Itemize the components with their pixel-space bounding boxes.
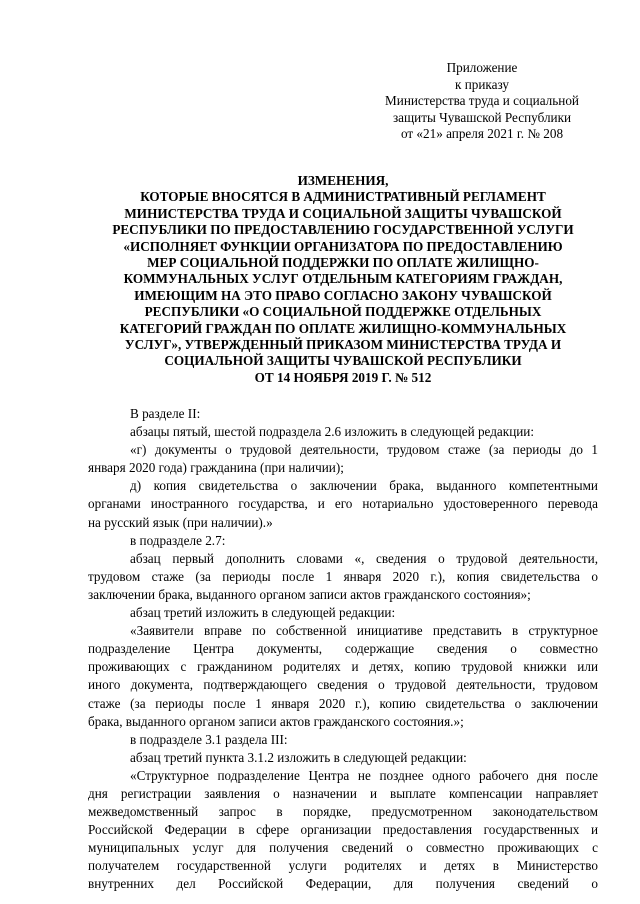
body-line: в подразделе 2.7:	[130, 532, 226, 548]
title-line: КОТОРЫЕ ВНОСЯТСЯ В АДМИНИСТРАТИВНЫЙ РЕГЛАМЕНТ	[140, 189, 546, 205]
title-line: КОММУНАЛЬНЫХ УСЛУГ ОТДЕЛЬНЫМ КАТЕГОРИЯМ ГРАЖДАН,	[123, 271, 563, 287]
appendix-line: к приказу	[455, 76, 509, 92]
title-line: ОТ 14 НОЯБРЯ 2019 Г. № 512	[254, 369, 432, 385]
body-line: межведомственный запрос в порядке, предусмотренном законодательством	[88, 804, 598, 820]
title-line: МИНИСТЕРСТВА ТРУДА И СОЦИАЛЬНОЙ ЗАЩИТЫ ЧУВАШСКОЙ	[124, 205, 562, 221]
appendix-block	[330, 60, 634, 143]
body-line: внутренних дел Российской Федерации, для получения сведений о	[88, 876, 598, 892]
title-line: РЕСПУБЛИКИ ПО ПРЕДОСТАВЛЕНИЮ ГОСУДАРСТВЕННОЙ УСЛУГИ	[112, 222, 574, 238]
body-line: на русский язык (при наличии).»	[88, 514, 273, 530]
document-title	[88, 173, 598, 386]
title-line: ИМЕЮЩИМ НА ЭТО ПРАВО СОГЛАСНО ЗАКОНУ ЧУВАШСКОЙ	[134, 287, 552, 303]
body-line: абзацы пятый, шестой подраздела 2.6 изложить в следующей редакции:	[130, 424, 535, 440]
body-line: стаже (за периоды после 1 января 2020 г.), копию свидетельства о заключении	[88, 695, 598, 711]
body-line: заключении брака, выданного органом записи актов гражданского состояния»;	[88, 586, 531, 602]
body-line: проживающих с гражданином родителях и детях, копию трудовой книжки или	[88, 659, 598, 675]
body-line: «Заявители вправе по собственной инициативе представить в структурное	[130, 623, 598, 639]
title-line: «ИСПОЛНЯЕТ ФУНКЦИИ ОРГАНИЗАТОРА ПО ПРЕДОСТАВЛЕНИЮ	[123, 238, 563, 254]
body-line: абзац третий пункта 3.1.2 изложить в следующей редакции:	[130, 749, 467, 765]
body-line: абзац первый дополнить словами «, сведения о трудовой деятельности,	[130, 550, 598, 566]
appendix-line: защиты Чувашской Республики	[392, 109, 572, 125]
title-line: КАТЕГОРИЙ ГРАЖДАН ПО ОПЛАТЕ ЖИЛИЩНО-КОММУНАЛЬНЫХ	[119, 320, 567, 336]
body-line: В разделе II:	[130, 406, 201, 421]
body-line: абзац третий изложить в следующей редакции:	[130, 605, 396, 621]
body-line: брака, выданного органом записи актов гражданского состояния.»;	[88, 713, 464, 729]
title-line: ИЗМЕНЕНИЯ,	[297, 173, 389, 188]
title-line: СОЦИАЛЬНОЙ ЗАЩИТЫ ЧУВАШСКОЙ РЕСПУБЛИКИ	[164, 353, 522, 369]
body-line: иного документа, подтверждающего сведения о трудовой деятельности, трудовом	[88, 677, 598, 693]
appendix-line: Министерства труда и социальной	[385, 93, 579, 109]
body-line: муниципальных услуг для получения сведений о совместно проживающих с	[88, 840, 598, 856]
body-line: «г) документы о трудовой деятельности, трудовом стаже (за периоды до 1	[130, 442, 598, 458]
appendix-line: Приложение	[446, 60, 518, 75]
body-line: подразделение Центра документы, содержащие сведения о совместно	[88, 641, 598, 657]
body-line: «Структурное подразделение Центра не позднее одного рабочего дня после	[130, 767, 598, 783]
title-line: МЕР СОЦИАЛЬНОЙ ПОДДЕРЖКИ ПО ОПЛАТЕ ЖИЛИЩНО-	[147, 255, 539, 271]
body-line: трудовом стаже (за периоды после 1 января 2020 г.), копия свидетельства о	[88, 568, 598, 584]
body-line: органами иностранного государства, и его нотариально удостоверенного перевода	[88, 496, 598, 512]
body-line: января 2020 года) гражданина (при наличии);	[88, 460, 344, 476]
body-line: дня регистрации заявления о назначении и выплате компенсации направляет	[88, 785, 598, 801]
body-line: в подразделе 3.1 раздела III:	[130, 731, 288, 747]
body-line: д) копия свидетельства о заключении брака, выданного компетентными	[130, 478, 598, 494]
body-line: получателем государственной услуги родителях и детях в Министерство	[88, 858, 598, 874]
title-line: РЕСПУБЛИКИ «О СОЦИАЛЬНОЙ ПОДДЕРЖКЕ ОТДЕЛЬНЫХ	[144, 304, 542, 320]
body-line: Российской Федерации в сфере организации предоставления государственных и	[88, 822, 598, 838]
document-body	[88, 405, 598, 894]
appendix-line: от «21» апреля 2021 г. № 208	[400, 126, 564, 142]
title-line: УСЛУГ», УТВЕРЖДЕННЫЙ ПРИКАЗОМ МИНИСТЕРСТВА ТРУДА И	[124, 337, 562, 353]
